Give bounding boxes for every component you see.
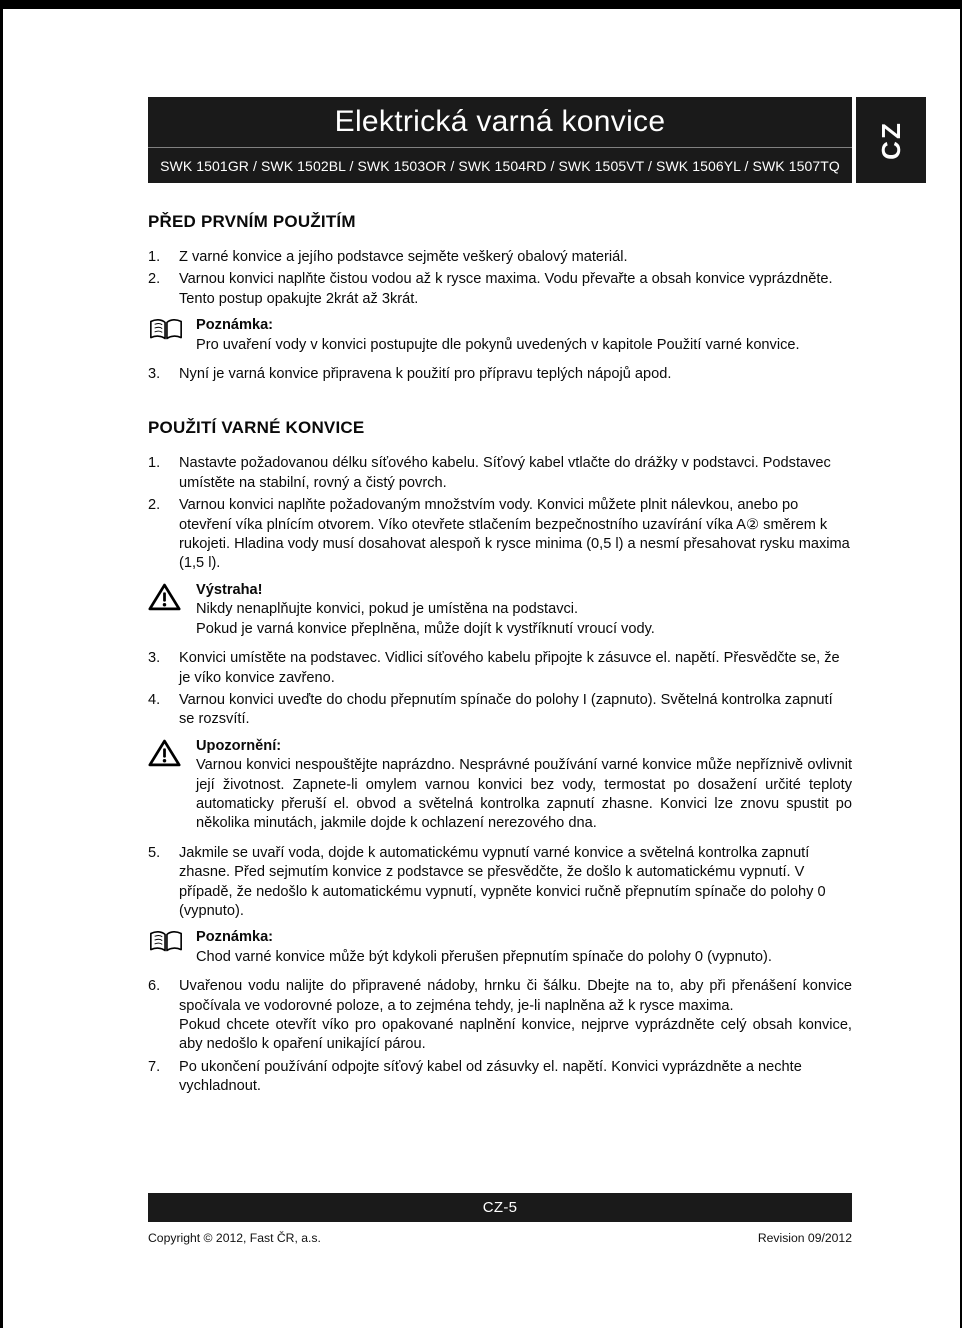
item-text: Varnou konvici uveďte do chodu přepnutím spínače do polohy I (zapnuto). Světelná kontrolka zapnutí se rozsvítí.: [179, 691, 833, 728]
language-code: CZ: [875, 120, 906, 160]
list-item: [148, 454, 852, 493]
item-text: Varnou konvici naplňte čistou vodou až k rysce maxima. Vodu převařte a obsah konvice vyprázdněte. Tento postup opakujte 2krát až 3krát.: [179, 271, 833, 307]
item-text: Varnou konvici naplňte požadovaným množstvím vody. Konvici můžete plnit nálevkou, anebo po otevření víka plnícím otvorem. Víko otevřete stlačením bezpečnostního uzavírání víka A② směrem k rukojeti. Hladina vody musí dosahovat alespoň k rysce minima (0,5 l) a nesmí přesahovat rysku maxima (1,5 l).: [179, 497, 850, 572]
warning-label: Upozornění:: [196, 737, 282, 754]
footer-page-label: CZ-5: [482, 1199, 518, 1216]
list-item: [148, 248, 852, 267]
warning-label: Výstraha!: [196, 581, 263, 598]
list-item: [148, 270, 852, 309]
model-numbers: SWK 1501GR / SWK 1502BL / SWK 1503OR / SWK 1504RD / SWK 1505VT / SWK 1506YL / SWK 1507TQ: [160, 157, 840, 174]
list-item: [148, 691, 852, 730]
note-body: [196, 928, 852, 967]
item-number: 2.: [148, 497, 161, 514]
item-text: Nastavte požadovanou délku síťového kabelu. Síťový kabel vtlačte do drážky v podstavci. Podstavec umístěte na stabilní, rovný a čistý povrch.: [179, 455, 831, 491]
item-text: Z varné konvice a jejího podstavce sejměte veškerý obalový materiál.: [179, 249, 628, 265]
item-text: Pokud chcete otevřít víko pro opakované naplnění konvice, nejprve vyprázdněte celý obsah konvice, aby nedošlo k opaření unikající párou.: [179, 1017, 852, 1053]
note-block: [148, 928, 852, 967]
title-banner: [148, 97, 852, 183]
list-item: [148, 1058, 852, 1097]
list-item: [148, 977, 852, 1055]
content-area: [148, 212, 852, 1100]
note-label: Poznámka:: [196, 929, 274, 946]
warning-body: [196, 581, 852, 639]
footer-meta: [148, 1231, 852, 1245]
section-heading-before-first-use: PŘED PRVNÍM POUŽITÍM: [148, 212, 356, 231]
item-text: Po ukončení používání odpojte síťový kabel od zásuvky el. napětí. Konvici vyprázdněte a nechte vychladnout.: [179, 1058, 802, 1095]
list-item: [148, 365, 852, 384]
header: [148, 97, 926, 183]
list-item: [148, 496, 852, 574]
item-number: 1.: [148, 455, 161, 472]
warning-triangle-icon: [148, 737, 196, 834]
item-number: 2.: [148, 271, 161, 288]
warning-triangle-icon: [148, 581, 196, 639]
item-number: 4.: [148, 691, 161, 708]
language-tab: [856, 97, 926, 183]
item-number: 1.: [148, 249, 161, 265]
item-number: 5.: [148, 844, 161, 861]
list-item: [148, 844, 852, 922]
revision-text: Revision 09/2012: [757, 1231, 852, 1245]
page-title: Elektrická varná konvice: [334, 105, 666, 138]
item-text: Jakmile se uvaří voda, dojde k automatickému vypnutí varné konvice a světelná kontrolka zapnutí zhasne. Před sejmutím konvice z podstavce se přesvědčte, že došlo k automatickému vypnutí. V případě, že nedošlo k automatickému vypnutí, vypněte konvici ručně přepnutím spínače do polohy 0 (vypnuto).: [179, 844, 826, 919]
item-text: Konvici umístěte na podstavec. Vidlici síťového kabelu připojte k zásuvce el. napětí. Přesvědčte se, že je víko konvice zavřeno.: [179, 650, 840, 686]
footer-page-bar: [148, 1193, 852, 1222]
open-book-icon: [148, 928, 196, 967]
warning-block: [148, 581, 852, 639]
warning-text: Varnou konvici nespouštějte naprázdno. Nesprávné používání varné konvice může nepříznivě ovlivnit její životnost. Zapnete-li omylem varnou konvici bez vody, termostat po dosažení určité teploty automaticky přeruší el. obvod a světelná kontrolka zapnutí zhasne. Konvici lze znovu spustit po několika minutách, jakmile dojde k ochlazení nerezového dna.: [196, 757, 852, 832]
note-label: Poznámka:: [196, 317, 274, 334]
note-text: Pro uvaření vody v konvici postupujte dle pokynů uvedených v kapitole Použití varné konvice.: [196, 336, 800, 353]
warning-body: [196, 737, 852, 834]
warning-block: [148, 737, 852, 834]
list-item: [148, 649, 852, 688]
item-text: Uvařenou vodu nalijte do připravené nádoby, hrnku či šálku. Dbejte na to, aby při přenášení konvice spočívala ve vodorovné poloze, a to zejména tehdy, je-li naplněna až k rysce maxima.: [179, 978, 852, 1014]
warning-line: Pokud je varná konvice přeplněna, může dojít k vystříknutí vroucí vody.: [196, 620, 655, 637]
scan-edge-left: [0, 0, 3, 1328]
note-body: [196, 316, 852, 355]
note-block: [148, 316, 852, 355]
copyright-text: Copyright © 2012, Fast ČR, a.s.: [148, 1231, 321, 1245]
note-text: Chod varné konvice může být kdykoli přerušen přepnutím spínače do polohy 0 (vypnuto).: [196, 948, 772, 965]
item-number: 6.: [148, 978, 161, 995]
item-text: Nyní je varná konvice připravena k použití pro přípravu teplých nápojů apod.: [179, 366, 672, 383]
section-heading-use-of-kettle: POUŽITÍ VARNÉ KONVICE: [148, 418, 365, 438]
item-number: 7.: [148, 1058, 161, 1075]
warning-line: Nikdy nenaplňujte konvici, pokud je umístěna na podstavci.: [196, 601, 579, 618]
open-book-icon: [148, 316, 196, 355]
item-number: 3.: [148, 650, 161, 667]
scan-edge-top: [0, 0, 962, 9]
item-number: 3.: [148, 366, 161, 383]
